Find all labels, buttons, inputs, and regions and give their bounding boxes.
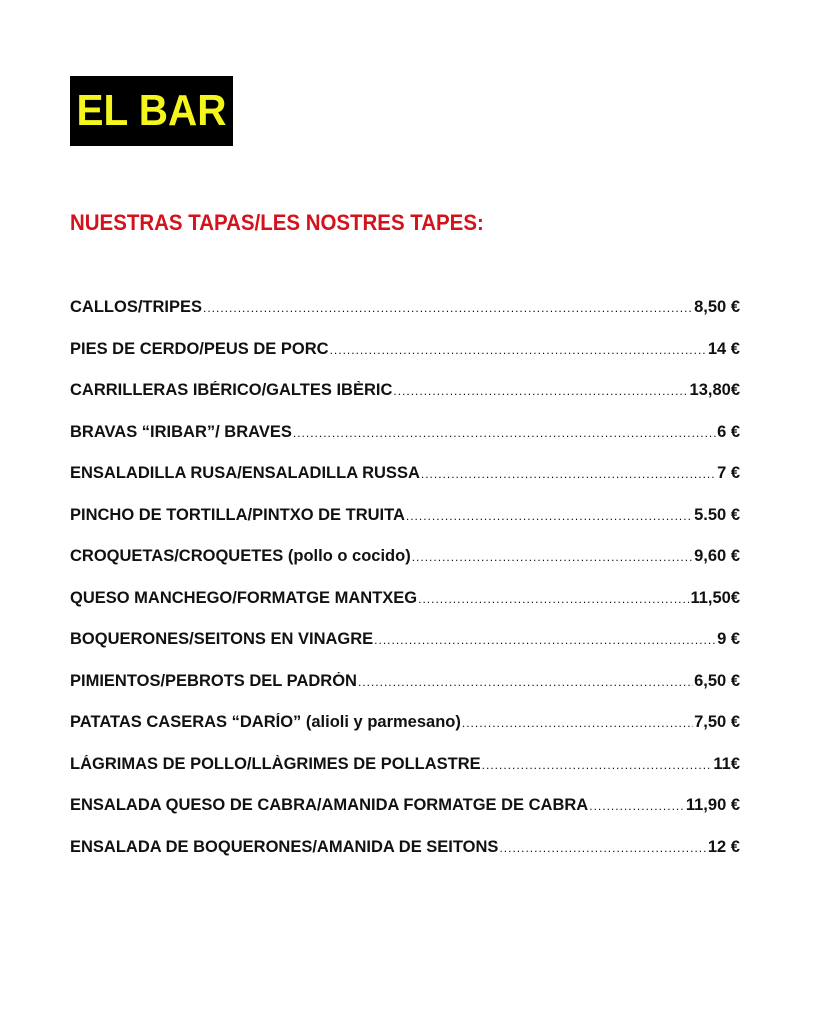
- section-title: NUESTRAS TAPAS/LES NOSTRES TAPES:: [70, 210, 484, 235]
- dot-leader: [589, 799, 685, 813]
- dot-leader: [330, 343, 707, 357]
- menu-item-name: BRAVAS “IRIBAR”/ BRAVES: [70, 422, 292, 441]
- dot-leader: [418, 592, 689, 606]
- menu-item-name: ENSALADA DE BOQUERONES/AMANIDA DE SEITONS: [70, 837, 499, 856]
- menu-item-price: 11,90 €: [685, 796, 740, 814]
- menu-item: [70, 755, 740, 797]
- menu-item-name: CROQUETAS/CROQUETES (pollo o cocido): [70, 547, 411, 565]
- menu-item-price: 11€: [713, 754, 740, 773]
- menu-item: [70, 298, 740, 340]
- dot-leader: [462, 716, 693, 730]
- dot-leader: [406, 509, 693, 523]
- dot-leader: [412, 550, 693, 564]
- menu-item-price: 5.50 €: [694, 505, 740, 524]
- menu-item-price: 9,60 €: [694, 547, 740, 565]
- menu-item-price: 12 €: [707, 837, 740, 856]
- menu-item: [70, 838, 740, 880]
- menu-item-name: PATATAS CASERAS “DARÍO” (alioli y parmesano): [70, 713, 461, 731]
- bar-logo: [70, 76, 233, 146]
- menu-item-price: 6 €: [717, 422, 740, 441]
- dot-leader: [482, 758, 713, 772]
- dot-leader: [499, 841, 706, 855]
- menu-item-name: QUESO MANCHEGO/FORMATGE MANTXEG: [70, 588, 418, 607]
- menu-item-name: PIES DE CERDO/PEUS DE PORC: [70, 339, 329, 358]
- menu-item-name: PIMIENTOS/PEBROTS DEL PADRÓN: [70, 671, 357, 690]
- dot-leader: [203, 301, 693, 315]
- logo-text: EL BAR: [76, 86, 227, 135]
- menu-item-price: 7,50 €: [694, 713, 740, 731]
- menu-item: [70, 506, 740, 548]
- menu-item-price: 14 €: [707, 339, 740, 358]
- dot-leader: [421, 467, 716, 481]
- menu-item: [70, 630, 740, 672]
- menu-item-name: LÁGRIMAS DE POLLO/LLÀGRIMES DE POLLASTRE: [70, 754, 481, 773]
- menu-item-name: PINCHO DE TORTILLA/PINTXO DE TRUITA: [70, 505, 405, 524]
- menu-item-price: 13,80€: [689, 381, 740, 399]
- menu-item-name: CARRILLERAS IBÉRICO/GALTES IBÈRIC: [70, 381, 393, 399]
- menu-item: [70, 589, 740, 631]
- menu-item-price: 7 €: [717, 464, 740, 482]
- dot-leader: [358, 675, 693, 689]
- menu-item-price: 6,50 €: [694, 671, 740, 690]
- menu-item-price: 8,50 €: [694, 298, 740, 316]
- menu-item: [70, 381, 740, 423]
- menu-item: [70, 547, 740, 589]
- menu-item-price: 9 €: [717, 630, 740, 648]
- tapas-menu-list: [70, 298, 740, 879]
- menu-item-name: ENSALADA QUESO DE CABRA/AMANIDA FORMATGE DE CABRA: [70, 796, 589, 814]
- dot-leader: [293, 426, 716, 440]
- menu-item: [70, 423, 740, 465]
- menu-item-price: 11,50€: [690, 588, 740, 607]
- menu-item: [70, 464, 740, 506]
- dot-leader: [374, 633, 716, 647]
- menu-item-name: BOQUERONES/SEITONS EN VINAGRE: [70, 630, 374, 648]
- menu-item-name: CALLOS/TRIPES: [70, 298, 203, 316]
- menu-item: [70, 713, 740, 755]
- menu-item: [70, 340, 740, 382]
- menu-item: [70, 796, 740, 838]
- menu-item: [70, 672, 740, 714]
- menu-item-name: ENSALADILLA RUSA/ENSALADILLA RUSSA: [70, 464, 420, 482]
- dot-leader: [393, 384, 688, 398]
